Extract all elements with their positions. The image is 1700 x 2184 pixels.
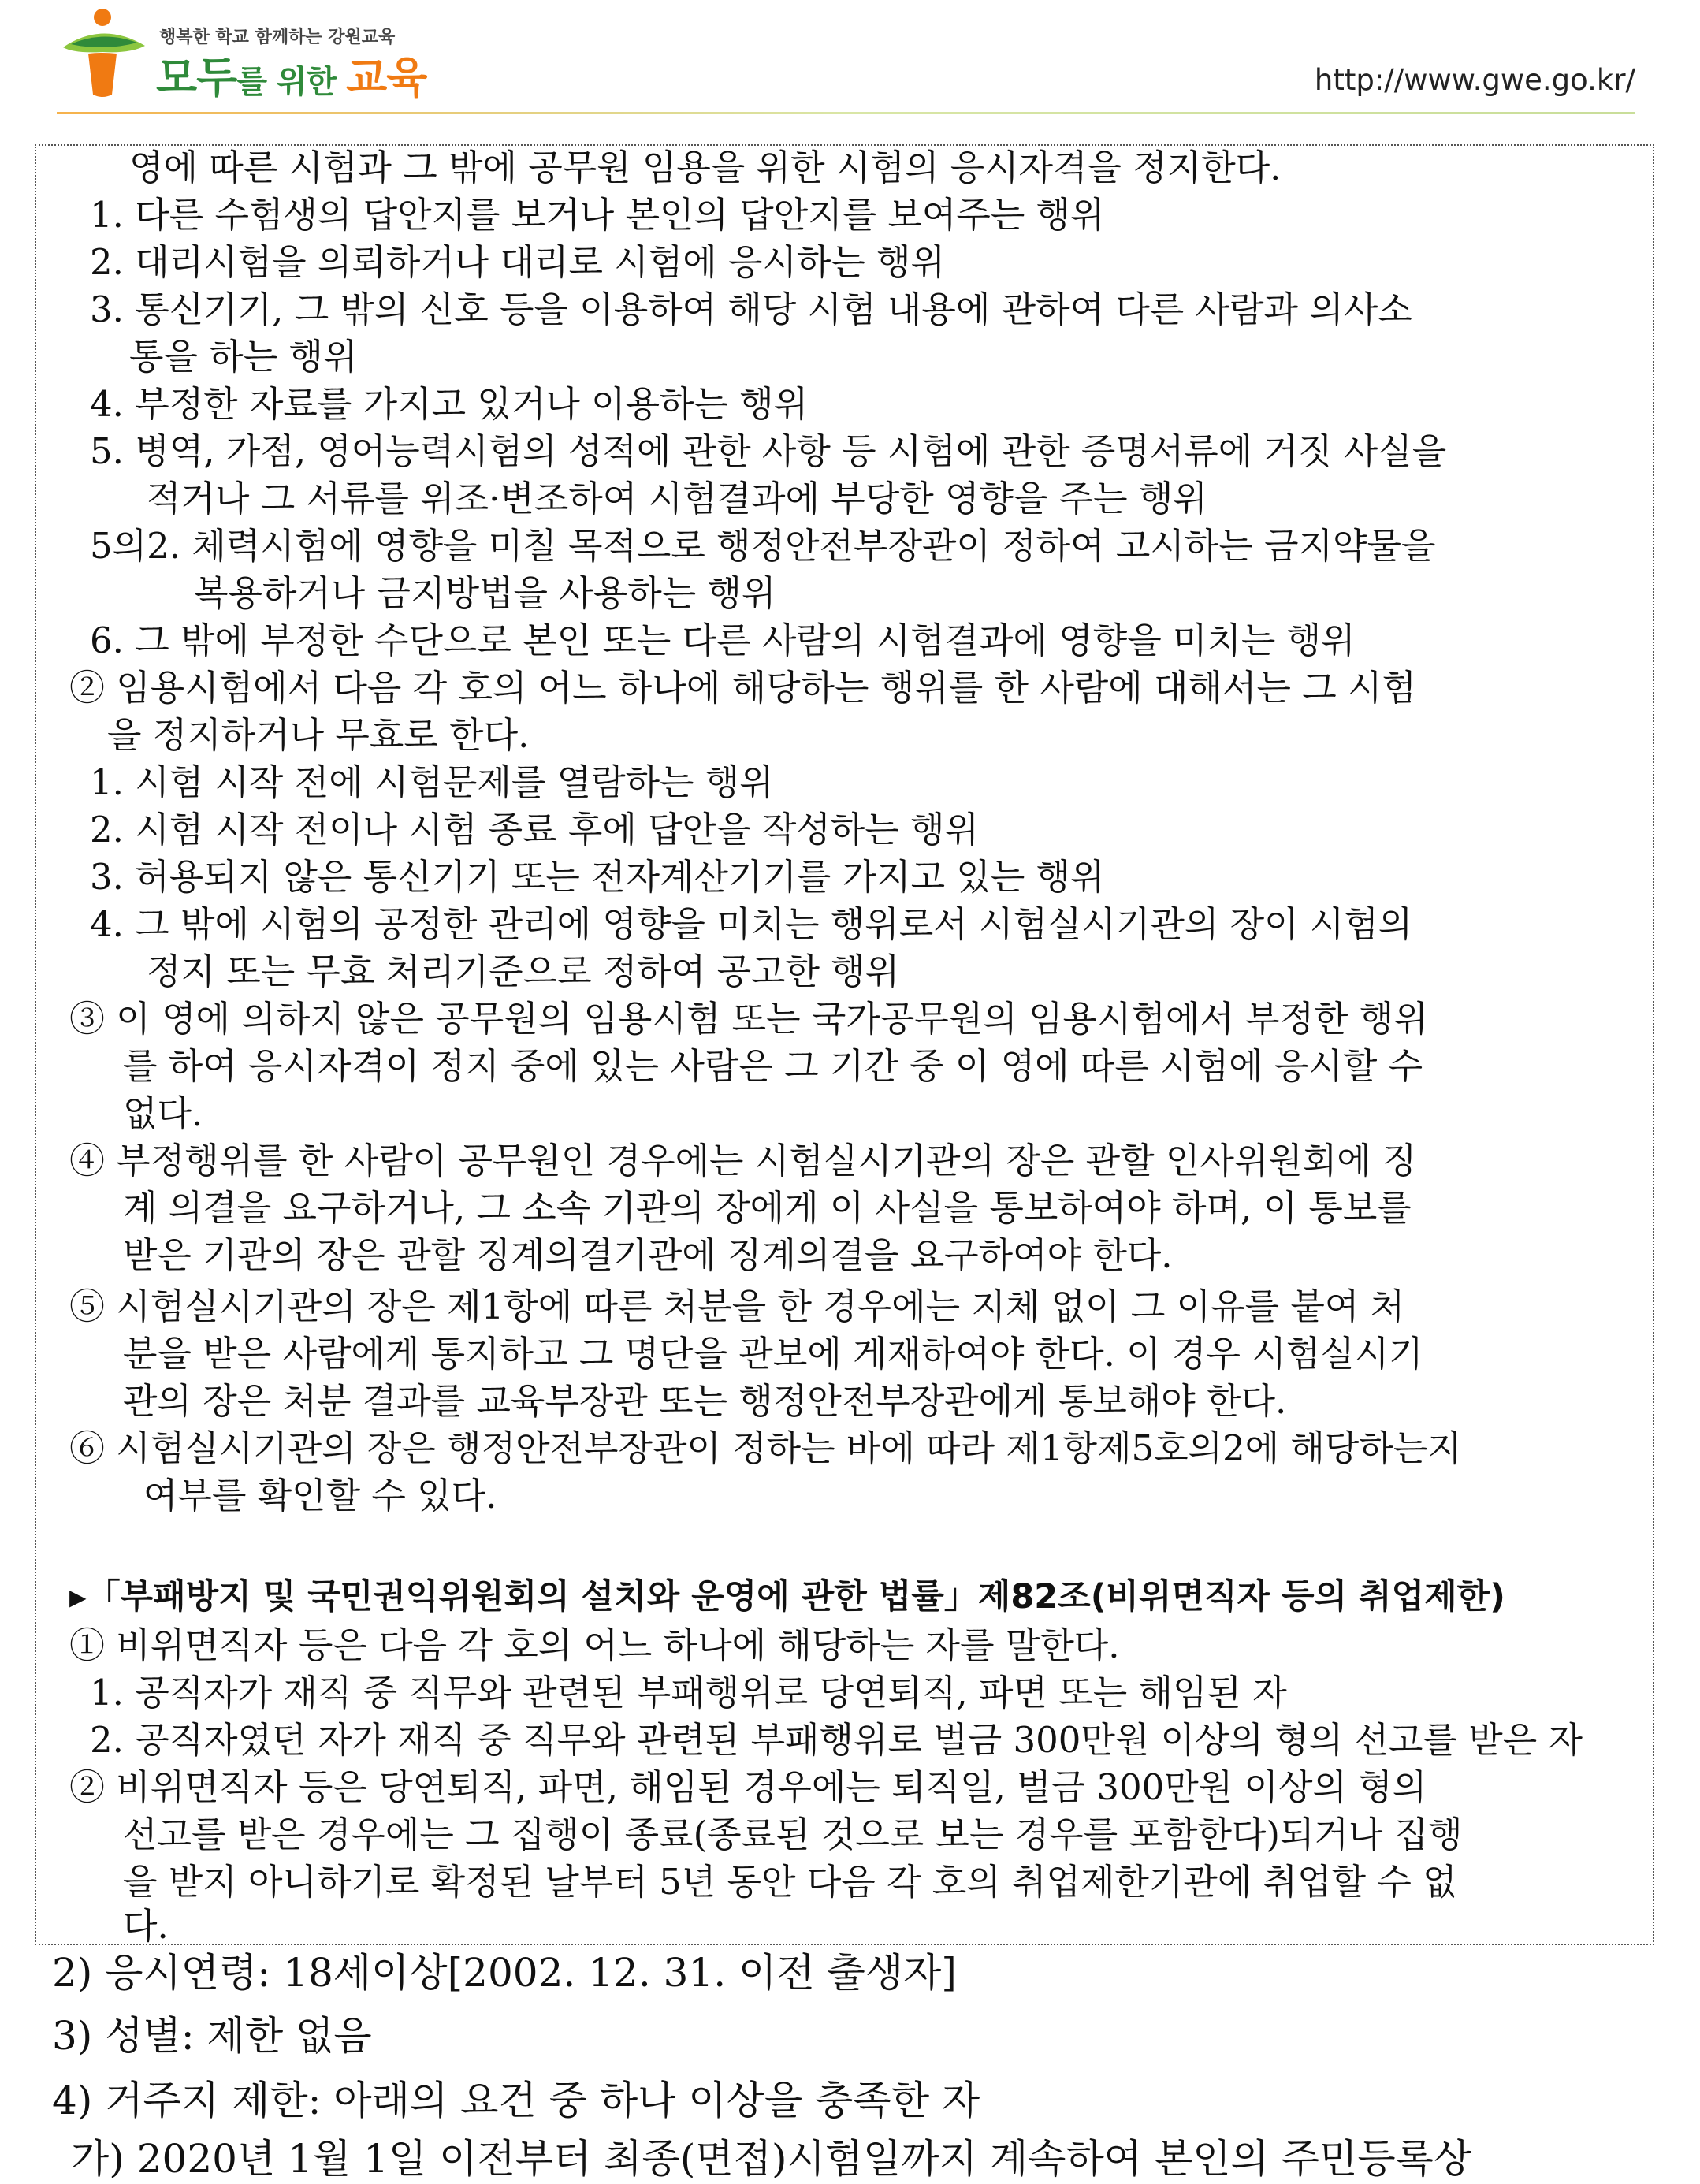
quote-line: 2. 시험 시작 전이나 시험 종료 후에 답안을 작성하는 행위 [90,809,980,850]
quote-line: 계 의결을 요구하거나, 그 소속 기관의 장에게 이 사실을 통보하여야 하며, 이 통보를 [123,1187,1412,1229]
quote-line: 선고를 받은 경우에는 그 집행이 종료(종료된 것으로 보는 경우를 포함한다)되거나 집행 [123,1814,1463,1855]
quote-line: ② 임용시험에서 다음 각 호의 어느 하나에 해당하는 행위를 한 사람에 대해서는 그 시험 [69,667,1416,709]
quote-line: 1. 시험 시작 전에 시험문제를 열람하는 행위 [90,761,774,803]
quote-line: ① 비위면직자 등은 다음 각 호의 어느 하나에 해당하는 자를 말한다. [69,1624,1120,1666]
site-url-link[interactable]: http://www.gwe.go.kr/ [1314,63,1635,97]
gwe-logo-icon [57,6,151,101]
quote-line: 4. 그 밖에 시험의 공정한 관리에 영향을 미치는 행위로서 시험실시기관의 장이 시험의 [90,903,1413,945]
quote-line: 4. 부정한 자료를 가지고 있거나 이용하는 행위 [90,383,809,425]
header-divider [57,112,1635,114]
quote-line: 1. 공직자가 재직 중 직무와 관련된 부패행위로 당연퇴직, 파면 또는 해임된 자 [90,1672,1287,1713]
logo-title-part-1: 모두 [156,53,237,102]
quote-line: 다. [123,1905,169,1947]
quote-line: 를 하여 응시자격이 정지 중에 있는 사람은 그 기간 중 이 영에 따른 시험에 응시할 수 [123,1045,1423,1087]
quote-line: 2. 공직자였던 자가 재직 중 직무와 관련된 부패행위로 벌금 300만원 이상의 형의 선고를 받은 자 [90,1719,1583,1761]
quote-line: 분을 받은 사람에게 통지하고 그 명단을 관보에 게재하여야 한다. 이 경우 시험실시기 [123,1333,1423,1375]
quote-line: 1. 다른 수험생의 답안지를 보거나 본인의 답안지를 보여주는 행위 [90,194,1105,236]
quote-line: 5. 병역, 가점, 영어능력시험의 성적에 관한 사항 등 시험에 관한 증명서류에 거짓 사실을 [90,430,1447,472]
logo-title-part-3: 교육 [346,53,427,102]
quote-line: 영에 따른 시험과 그 밖에 공무원 임용을 위한 시험의 응시자격을 정지한다. [129,147,1282,188]
quote-line: ⑥ 시험실시기관의 장은 행정안전부장관이 정하는 바에 따라 제1항제5호의2에 해당하는지 [69,1427,1462,1469]
logo-title [156,44,426,105]
quote-line: 3. 허용되지 않은 통신기기 또는 전자계산기기를 가지고 있는 행위 [90,856,1105,898]
quote-line: 없다. [123,1092,203,1134]
quote-line: ⑤ 시험실시기관의 장은 제1항에 따른 처분을 한 경우에는 지체 없이 그 이유를 붙여 처 [69,1285,1405,1327]
eligibility-age: 2) 응시연령: 18세이상[2002. 12. 31. 이전 출생자] [52,1950,957,1996]
logo-title-part-2: 를 위한 [236,64,347,100]
law-section-heading: ▸「부패방지 및 국민권익위원회의 설치와 운영에 관한 법률」제82조(비위면직자 등의 취업제한) [69,1577,1505,1617]
quote-line: 정지 또는 무효 처리기준으로 정하여 공고한 행위 [147,951,900,992]
page-header [0,0,1700,118]
quote-line: 3. 통신기기, 그 밖의 신호 등을 이용하여 해당 시험 내용에 관하여 다른 사람과 의사소 [90,288,1412,330]
quote-line: ④ 부정행위를 한 사람이 공무원인 경우에는 시험실시기관의 장은 관할 인사위원회에 징 [69,1140,1417,1181]
eligibility-residence-item-a: 가) 2020년 1월 1일 이전부터 최종(면접)시험일까지 계속하여 본인의 주민등록상 [71,2136,1472,2182]
quote-line: 받은 기관의 장은 관할 징계의결기관에 징계의결을 요구하여야 한다. [123,1234,1173,1276]
law-quote-box [35,144,1654,1945]
quote-line: 통을 하는 행위 [129,336,358,378]
quote-line: 을 받지 아니하기로 확정된 날부터 5년 동안 다음 각 호의 취업제한기관에 취업할 수 없 [123,1861,1457,1903]
quote-line: ③ 이 영에 의하지 않은 공무원의 임용시험 또는 국가공무원의 임용시험에서 부정한 행위 [69,998,1428,1040]
logo-slogan: 행복한 학교 함께하는 강원교육 [159,28,396,47]
eligibility-residence: 4) 거주지 제한: 아래의 요건 중 하나 이상을 충족한 자 [52,2078,980,2123]
quote-line: 2. 대리시험을 의뢰하거나 대리로 시험에 응시하는 행위 [90,241,946,283]
quote-line: 을 정지하거나 무효로 한다. [107,714,530,756]
quote-line: 복용하거나 금지방법을 사용하는 행위 [194,572,776,614]
quote-line: 여부를 확인할 수 있다. [143,1475,497,1516]
quote-line: 적거나 그 서류를 위조·변조하여 시험결과에 부당한 영향을 주는 행위 [147,478,1207,519]
eligibility-gender: 3) 성별: 제한 없음 [52,2013,372,2059]
quote-line: 5의2. 체력시험에 영향을 미칠 목적으로 행정안전부장관이 정하여 고시하는 금지약물을 [90,525,1436,567]
quote-line: ② 비위면직자 등은 당연퇴직, 파면, 해임된 경우에는 퇴직일, 벌금 300만원 이상의 형의 [69,1766,1427,1808]
quote-line: 6. 그 밖에 부정한 수단으로 본인 또는 다른 사람의 시험결과에 영향을 미치는 행위 [90,619,1356,661]
quote-line: 관의 장은 처분 결과를 교육부장관 또는 행정안전부장관에게 통보해야 한다. [123,1380,1287,1422]
